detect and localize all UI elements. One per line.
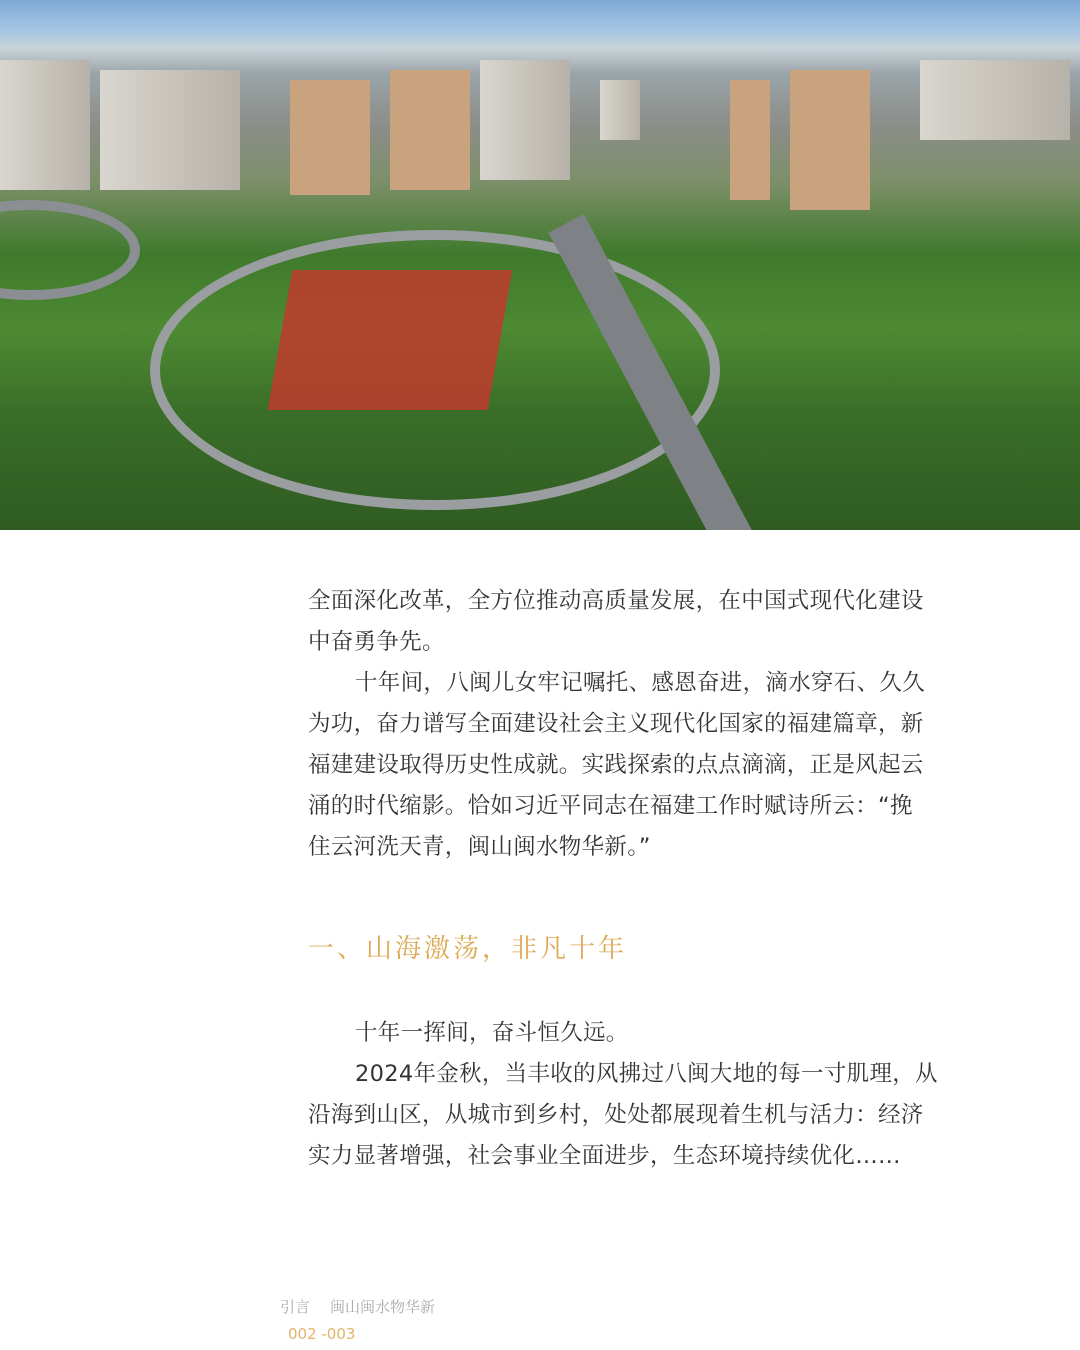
text-line: 福建建设取得历史性成就。实践探索的点点滴滴，正是风起云: [308, 752, 924, 778]
footer-section: 引言: [280, 1298, 311, 1316]
text-line: 涌的时代缩影。恰如习近平同志在福建工作时赋诗所云：“挽: [308, 793, 913, 819]
paragraph-4: [308, 1054, 968, 1177]
text-line: 实力显著增强，社会事业全面进步，生态环境持续优化……: [308, 1143, 901, 1169]
text-line: 沿海到山区，从城市到乡村，处处都展现着生机与活力：经济: [308, 1102, 924, 1128]
text-line: 全面深化改革，全方位推动高质量发展，在中国式现代化建设: [308, 588, 924, 614]
aerial-city-photo: [0, 0, 1080, 530]
text-line: 十年一挥间，奋斗恒久远。: [355, 1020, 629, 1046]
section-heading: 一、山海激荡，非凡十年: [308, 934, 628, 964]
page-numbers: 002 -003: [288, 1325, 356, 1343]
text-line: 住云河洗天青，闽山闽水物华新。”: [308, 834, 651, 860]
text-line: 中奋勇争先。: [308, 629, 445, 655]
paragraph-3: [308, 1013, 968, 1054]
footer-title: 闽山闽水物华新: [330, 1298, 436, 1316]
text-line: 为功，奋力谱写全面建设社会主义现代化国家的福建篇章，新: [308, 711, 924, 737]
paragraph-2: [308, 663, 968, 868]
paragraph-1: [308, 581, 968, 663]
footer-running-title: [280, 1296, 435, 1317]
text-line: 2024年金秋，当丰收的风拂过八闽大地的每一寸肌理，从: [355, 1061, 938, 1087]
text-line: 十年间，八闽儿女牢记嘱托、感恩奋进，滴水穿石、久久: [355, 670, 926, 696]
